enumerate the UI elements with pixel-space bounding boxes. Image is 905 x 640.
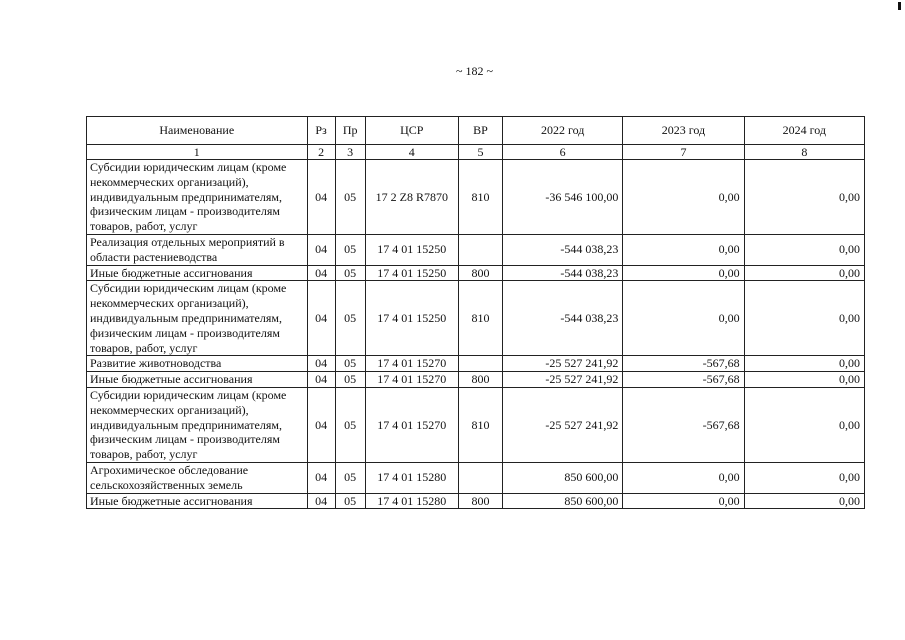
table-header-row — [87, 117, 865, 145]
cell-amount-2023: -567,68 — [623, 356, 744, 372]
cell-pr: 05 — [335, 462, 365, 493]
cell-amount-2024: 0,00 — [744, 462, 864, 493]
cell-vr — [458, 234, 502, 265]
cell-amount-2022: -544 038,23 — [503, 265, 623, 281]
cell-name: Иные бюджетные ассигнования — [87, 372, 308, 388]
cell-vr — [458, 356, 502, 372]
cell-vr: 810 — [458, 281, 502, 356]
cell-vr: 800 — [458, 265, 502, 281]
cell-amount-2023: 0,00 — [623, 234, 744, 265]
cell-pr: 05 — [335, 493, 365, 509]
cell-amount-2022: 850 600,00 — [503, 493, 623, 509]
cell-rz: 04 — [307, 372, 335, 388]
cell-vr: 810 — [458, 160, 502, 235]
cell-amount-2024: 0,00 — [744, 265, 864, 281]
cell-pr: 05 — [335, 265, 365, 281]
cell-pr: 05 — [335, 356, 365, 372]
page-number: ~ 182 ~ — [456, 64, 493, 78]
cell-amount-2022: -544 038,23 — [503, 281, 623, 356]
cell-csr: 17 4 01 15270 — [365, 372, 458, 388]
cell-name: Реализация отдельных мероприятий в области растениеводства — [87, 234, 308, 265]
cell-name: Иные бюджетные ассигнования — [87, 493, 308, 509]
cell-rz: 04 — [307, 493, 335, 509]
cell-amount-2023: 0,00 — [623, 160, 744, 235]
cell-pr: 05 — [335, 387, 365, 462]
table-row — [87, 387, 865, 462]
header-2023: 2023 год — [623, 117, 744, 145]
cell-amount-2022: 850 600,00 — [503, 462, 623, 493]
cell-rz: 04 — [307, 160, 335, 235]
column-number: 6 — [503, 145, 623, 160]
cell-amount-2023: -567,68 — [623, 387, 744, 462]
cell-rz: 04 — [307, 281, 335, 356]
header-csr: ЦСР — [365, 117, 458, 145]
cell-amount-2023: 0,00 — [623, 281, 744, 356]
budget-table — [86, 116, 865, 509]
header-rz: Рз — [307, 117, 335, 145]
table-row — [87, 160, 865, 235]
cell-name: Субсидии юридическим лицам (кроме некоммерческих организаций), индивидуальным предпринимателям, физическим лицам - производителям товаров, работ, услуг — [87, 281, 308, 356]
cell-name: Агрохимическое обследование сельскохозяйственных земель — [87, 462, 308, 493]
cell-amount-2024: 0,00 — [744, 281, 864, 356]
cell-name: Развитие животноводства — [87, 356, 308, 372]
cell-amount-2022: -25 527 241,92 — [503, 387, 623, 462]
table-row — [87, 462, 865, 493]
cell-pr: 05 — [335, 372, 365, 388]
cell-rz: 04 — [307, 462, 335, 493]
cell-amount-2022: -25 527 241,92 — [503, 372, 623, 388]
header-pr: Пр — [335, 117, 365, 145]
column-number: 3 — [335, 145, 365, 160]
cell-name: Иные бюджетные ассигнования — [87, 265, 308, 281]
cell-amount-2023: 0,00 — [623, 462, 744, 493]
cell-csr: 17 4 01 15280 — [365, 462, 458, 493]
cell-pr: 05 — [335, 281, 365, 356]
corner-scan-mark — [898, 2, 901, 10]
cell-amount-2023: 0,00 — [623, 493, 744, 509]
cell-csr: 17 2 Z8 R7870 — [365, 160, 458, 235]
cell-csr: 17 4 01 15250 — [365, 281, 458, 356]
header-name: Наименование — [87, 117, 308, 145]
cell-pr: 05 — [335, 160, 365, 235]
cell-vr — [458, 462, 502, 493]
table-row — [87, 281, 865, 356]
cell-amount-2022: -25 527 241,92 — [503, 356, 623, 372]
cell-csr: 17 4 01 15270 — [365, 356, 458, 372]
cell-csr: 17 4 01 15280 — [365, 493, 458, 509]
table-row — [87, 265, 865, 281]
header-vr: ВР — [458, 117, 502, 145]
cell-pr: 05 — [335, 234, 365, 265]
cell-amount-2023: -567,68 — [623, 372, 744, 388]
cell-amount-2024: 0,00 — [744, 387, 864, 462]
column-number: 4 — [365, 145, 458, 160]
cell-rz: 04 — [307, 265, 335, 281]
cell-amount-2024: 0,00 — [744, 493, 864, 509]
cell-amount-2024: 0,00 — [744, 160, 864, 235]
column-number: 7 — [623, 145, 744, 160]
cell-rz: 04 — [307, 387, 335, 462]
header-2024: 2024 год — [744, 117, 864, 145]
cell-name: Субсидии юридическим лицам (кроме некоммерческих организаций), индивидуальным предпринимателям, физическим лицам - производителям товаров, работ, услуг — [87, 387, 308, 462]
column-number: 8 — [744, 145, 864, 160]
table-row — [87, 234, 865, 265]
cell-amount-2024: 0,00 — [744, 234, 864, 265]
cell-name: Субсидии юридическим лицам (кроме некоммерческих организаций), индивидуальным предпринимателям, физическим лицам - производителям товаров, работ, услуг — [87, 160, 308, 235]
cell-amount-2024: 0,00 — [744, 356, 864, 372]
cell-amount-2022: -36 546 100,00 — [503, 160, 623, 235]
cell-csr: 17 4 01 15250 — [365, 265, 458, 281]
table-row — [87, 356, 865, 372]
cell-vr: 810 — [458, 387, 502, 462]
header-2022: 2022 год — [503, 117, 623, 145]
cell-amount-2022: -544 038,23 — [503, 234, 623, 265]
cell-csr: 17 4 01 15270 — [365, 387, 458, 462]
cell-vr: 800 — [458, 372, 502, 388]
column-number-row — [87, 145, 865, 160]
cell-amount-2024: 0,00 — [744, 372, 864, 388]
table-row — [87, 493, 865, 509]
cell-rz: 04 — [307, 234, 335, 265]
cell-amount-2023: 0,00 — [623, 265, 744, 281]
column-number: 5 — [458, 145, 502, 160]
cell-rz: 04 — [307, 356, 335, 372]
cell-csr: 17 4 01 15250 — [365, 234, 458, 265]
cell-vr: 800 — [458, 493, 502, 509]
column-number: 2 — [307, 145, 335, 160]
table-row — [87, 372, 865, 388]
column-number: 1 — [87, 145, 308, 160]
